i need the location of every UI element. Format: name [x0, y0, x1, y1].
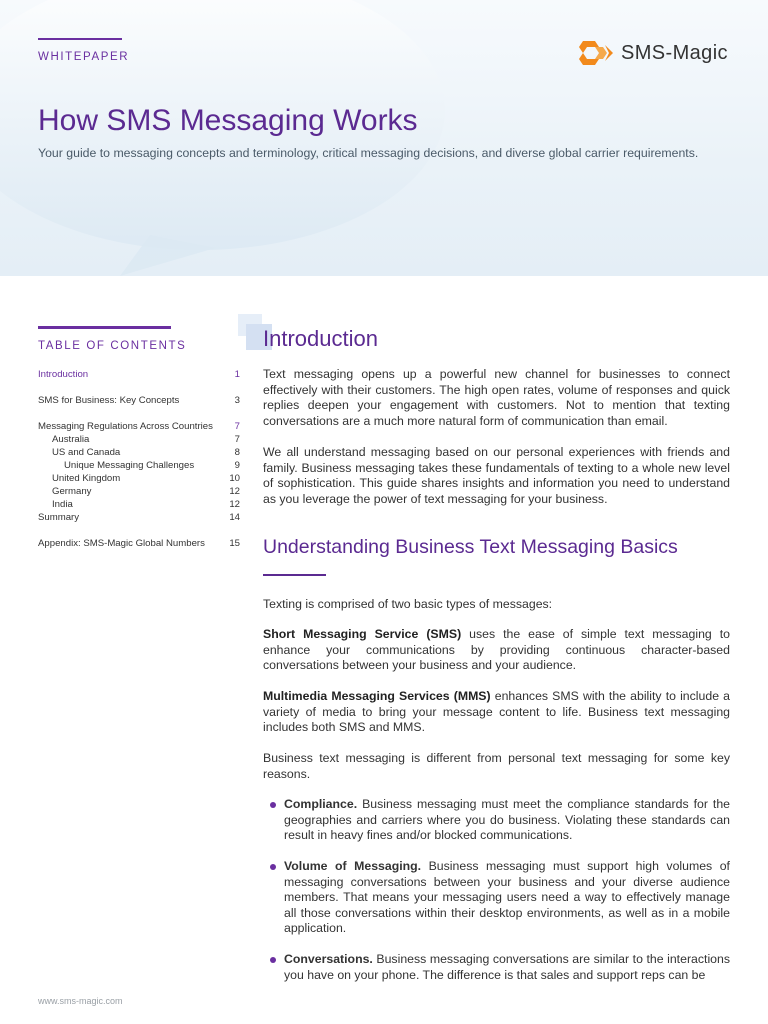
basics-heading-rule: [263, 574, 326, 576]
footer-url[interactable]: www.sms-magic.com: [38, 996, 123, 1006]
toc-item-label: Introduction: [38, 369, 89, 380]
basics-paragraph-intro: Texting is comprised of two basic types of messages:: [263, 597, 553, 611]
toc-item-us-canada[interactable]: [38, 447, 240, 458]
toc-item-key-concepts[interactable]: [38, 395, 240, 406]
bullet-term: Conversations.: [284, 952, 373, 966]
toc-item-label: SMS for Business: Key Concepts: [38, 395, 180, 406]
toc-item-label: Summary: [38, 512, 80, 523]
toc-item-page: 12: [229, 499, 240, 510]
page-title: How SMS Messaging Works: [38, 104, 418, 137]
bullet-term: Volume of Messaging.: [284, 859, 422, 873]
toc-item-page: 8: [234, 447, 240, 458]
toc-item-india[interactable]: [38, 499, 240, 510]
bullet-text: Business messaging must meet the compliance standards for the geographies and carriers where you do business. Violating these standards can result in heavy fines and/or blocked communications.: [284, 797, 730, 843]
toc-item-page: 9: [234, 460, 240, 471]
bullet-dot: [270, 802, 276, 808]
toc-item-united-kingdom[interactable]: [38, 473, 240, 484]
bullet-text: Business messaging must support high volumes of messaging conversations between your business and your diverse audience members. That means your messaging users need a way to effectively manage all those conversations within their desktop environments, as well as in a mobile application.: [284, 859, 730, 936]
toc-item-page: 3: [234, 395, 240, 406]
toc-item-page: 7: [234, 421, 240, 432]
basics-paragraph-reasons: Business text messaging is different from personal text messaging for some key reasons.: [263, 751, 730, 781]
intro-paragraph-1: Text messaging opens up a powerful new channel for businesses to connect effectively with their customers. The high open rates, volume of responses and quick replies deepen your engagement with customers. Not to mention that texting conversations are a much more natural form of communication than email.: [263, 367, 730, 428]
bullet-volume: [284, 859, 730, 937]
toc-item-page: 14: [229, 512, 240, 523]
sms-magic-logo[interactable]: [575, 38, 728, 68]
toc-item-label: Australia: [52, 434, 90, 445]
toc-item-introduction[interactable]: [38, 369, 240, 380]
toc-heading: TABLE OF CONTENTS: [38, 340, 187, 352]
toc-item-label: Messaging Regulations Across Countries: [38, 421, 213, 432]
mms-term: Multimedia Messaging Services (MMS): [263, 689, 491, 703]
page-subtitle: Your guide to messaging concepts and terminology, critical messaging decisions, and diverse global carrier requirements.: [38, 146, 699, 160]
mms-definition: [263, 689, 730, 736]
toc-rule: [38, 326, 171, 329]
bullet-term: Compliance.: [284, 797, 358, 811]
toc-item-page: 7: [234, 434, 240, 445]
bullet-conversations: [284, 952, 730, 983]
bullet-dot: [270, 957, 276, 963]
toc-item-appendix[interactable]: [38, 538, 240, 549]
sms-text: uses the ease of simple text messaging to enhance your communications by providing continuous character-based conversations between your business and your audience.: [263, 627, 730, 673]
toc-item-page: 15: [229, 538, 240, 549]
toc-item-germany[interactable]: [38, 486, 240, 497]
toc-item-summary[interactable]: [38, 512, 240, 523]
toc-item-label: US and Canada: [52, 447, 121, 458]
intro-paragraph-2: We all understand messaging based on our personal experiences with friends and family. Business messaging takes these fundamentals of texting to a whole new level of sophistication. This guide shares insights and information you need to understand as you leverage the power of text messaging for your business.: [263, 445, 730, 506]
toc-item-label: Unique Messaging Challenges: [64, 460, 195, 471]
logo-text: SMS-Magic: [621, 41, 728, 64]
document-type-tag: WHITEPAPER: [38, 51, 130, 63]
toc-item-regulations[interactable]: [38, 421, 240, 432]
toc-item-label: Germany: [52, 486, 92, 497]
logo-mark-icon: [575, 39, 615, 67]
bullet-text: Business messaging conversations are similar to the interactions you have on your phone. The difference is that sales and support reps can be: [284, 952, 730, 982]
bullet-compliance: [284, 797, 730, 844]
basics-heading: Understanding Business Text Messaging Basics: [263, 536, 678, 558]
mms-text: enhances SMS with the ability to include a variety of media to bring your message content to life. Business text messaging includes both SMS and MMS.: [263, 689, 730, 735]
toc-item-label: United Kingdom: [52, 473, 121, 484]
tag-rule: [38, 38, 122, 40]
toc-item-australia[interactable]: [38, 434, 240, 445]
toc-item-page: 10: [229, 473, 240, 484]
toc-item-label: India: [52, 499, 73, 510]
sms-definition: [263, 627, 730, 674]
toc-item-page: 12: [229, 486, 240, 497]
toc-item-page: 1: [234, 369, 240, 380]
introduction-heading: Introduction: [263, 326, 378, 351]
toc-item-label: Appendix: SMS-Magic Global Numbers: [38, 538, 205, 549]
bullet-dot: [270, 864, 276, 870]
sms-term: Short Messaging Service (SMS): [263, 627, 462, 641]
toc-item-unique-challenges[interactable]: [38, 460, 240, 471]
